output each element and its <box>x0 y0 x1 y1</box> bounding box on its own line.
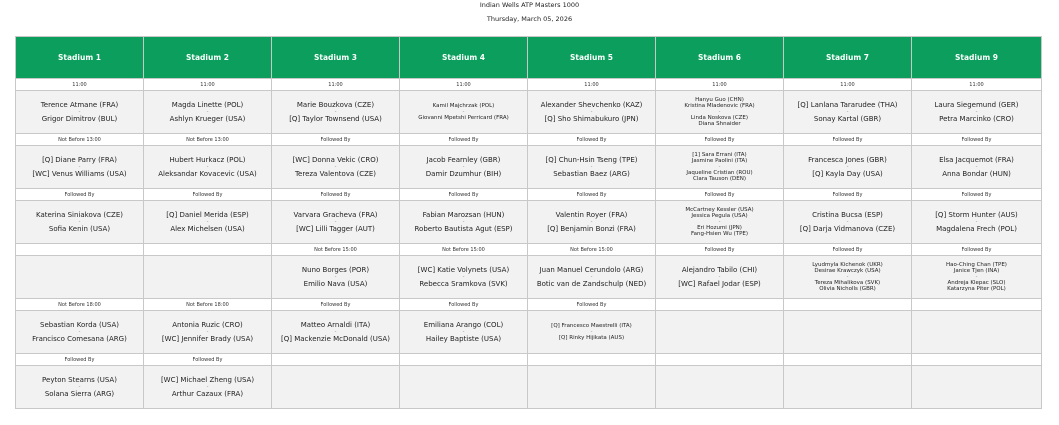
player-name: [Q] Storm Hunter (AUS) <box>935 210 1018 219</box>
time-label <box>400 354 528 366</box>
player-name: Francisco Comesana (ARG) <box>32 334 127 343</box>
time-label: Followed By <box>784 244 912 256</box>
versus-mark: - <box>975 163 978 170</box>
versus-mark: - <box>334 108 337 115</box>
player-name: Ashlyn Krueger (USA) <box>169 114 246 123</box>
match-cell <box>528 201 656 244</box>
time-label: Not Before 15:00 <box>272 244 400 256</box>
player-name: [WC] Venus Williams (USA) <box>32 169 127 178</box>
versus-mark: - <box>975 108 978 115</box>
player-name: Petra Marcinko (CRO) <box>939 114 1014 123</box>
player-name: Fabian Marozsan (HUN) <box>422 210 505 219</box>
player-name: [Q] Mackenzie McDonald (USA) <box>281 334 390 343</box>
time-label <box>16 244 144 256</box>
time-label: Followed By <box>16 189 144 201</box>
player-name: [1] Sara Errani (ITA) <box>692 151 747 158</box>
match-cell <box>528 256 656 299</box>
player-name: Alejandro Tabilo (CHI) <box>681 265 758 274</box>
time-label <box>528 354 656 366</box>
time-label: Followed By <box>528 189 656 201</box>
player-name: Juan Manuel Cerundolo (ARG) <box>539 265 644 274</box>
player-name: [WC] Lilli Tagger (AUT) <box>296 224 375 233</box>
player-name: Desirae Krawczyk (USA) <box>814 268 881 274</box>
time-label: Followed By <box>400 299 528 311</box>
court-header: Stadium 4 <box>400 37 528 79</box>
match-row <box>16 146 1042 189</box>
versus-mark: - <box>590 108 593 115</box>
player-name: [Q] Lanlana Tararudee (THA) <box>797 100 898 109</box>
player-name: Clara Tauson (DEN) <box>692 176 746 182</box>
court-header: Stadium 5 <box>528 37 656 79</box>
court-header: Stadium 6 <box>656 37 784 79</box>
empty-cell <box>528 366 656 409</box>
match-cell <box>656 256 784 299</box>
match-row <box>16 91 1042 134</box>
player-name: Arthur Cazaux (FRA) <box>171 389 244 398</box>
time-label: Followed By <box>144 354 272 366</box>
player-name: [WC] Donna Vekic (CRO) <box>292 155 379 164</box>
time-label: Not Before 13:00 <box>16 134 144 146</box>
player-name: [Q] Francesco Maestrelli (ITA) <box>551 322 632 329</box>
player-name: [WC] Michael Zheng (USA) <box>160 375 255 384</box>
player-name: Hubert Hurkacz (POL) <box>169 155 246 164</box>
player-name: [Q] Rinky Hijikata (AUS) <box>558 334 625 341</box>
match-cell <box>784 146 912 189</box>
player-name: Francesca Jones (GBR) <box>808 155 887 164</box>
versus-mark: - <box>78 163 81 170</box>
time-label: Followed By <box>272 299 400 311</box>
match-cell <box>912 146 1042 189</box>
match-cell <box>912 91 1042 134</box>
match-cell <box>400 91 528 134</box>
player-name: Laura Siegemund (GER) <box>934 100 1019 109</box>
versus-mark: - <box>975 218 978 225</box>
time-label: Not Before 15:00 <box>400 244 528 256</box>
player-name: Emilio Nava (USA) <box>303 279 368 288</box>
empty-cell <box>656 311 784 354</box>
versus-mark: - <box>206 108 209 115</box>
player-name: Olivia Nicholls (GBR) <box>819 286 876 292</box>
time-label: 11:00 <box>912 79 1042 91</box>
time-label: Followed By <box>400 189 528 201</box>
time-label: Not Before 13:00 <box>144 134 272 146</box>
time-label: Followed By <box>528 134 656 146</box>
time-label <box>656 354 784 366</box>
match-cell <box>528 146 656 189</box>
match-cell <box>912 256 1042 299</box>
match-cell <box>272 256 400 299</box>
time-label: 11:00 <box>400 79 528 91</box>
player-name: Alex Michelsen (USA) <box>170 224 245 233</box>
match-cell <box>784 201 912 244</box>
versus-mark: - <box>206 163 209 170</box>
time-label: Followed By <box>656 244 784 256</box>
versus-mark: - <box>590 163 593 170</box>
versus-mark: - <box>590 218 593 225</box>
player-name: [Q] Kayla Day (USA) <box>812 169 883 178</box>
player-name: [Q] Diane Parry (FRA) <box>42 155 117 164</box>
player-name: Botic van de Zandschulp (NED) <box>536 279 647 288</box>
time-label: Followed By <box>272 134 400 146</box>
court-header: Stadium 2 <box>144 37 272 79</box>
court-header-row <box>16 37 1042 79</box>
time-label: 11:00 <box>656 79 784 91</box>
versus-mark: - <box>718 108 721 115</box>
time-label-row <box>16 299 1042 311</box>
empty-cell <box>784 366 912 409</box>
match-cell <box>144 366 272 409</box>
court-header: Stadium 7 <box>784 37 912 79</box>
time-label: Not Before 15:00 <box>528 244 656 256</box>
tournament-title: Indian Wells ATP Masters 1000 <box>479 1 580 9</box>
versus-mark: - <box>846 273 849 280</box>
player-name: Peyton Stearns (USA) <box>42 375 117 384</box>
time-label <box>912 354 1042 366</box>
versus-mark: - <box>846 163 849 170</box>
player-name: Alexander Shevchenko (KAZ) <box>540 100 643 109</box>
time-label: 11:00 <box>144 79 272 91</box>
player-name: [Q] Daniel Merida (ESP) <box>166 210 249 219</box>
time-label <box>912 299 1042 311</box>
match-cell <box>16 91 144 134</box>
time-label-row <box>16 189 1042 201</box>
match-cell <box>144 146 272 189</box>
time-label: Followed By <box>16 354 144 366</box>
court-header: Stadium 9 <box>912 37 1042 79</box>
player-name: Damir Dzumhur (BIH) <box>425 169 502 178</box>
match-cell <box>272 311 400 354</box>
match-cell <box>528 311 656 354</box>
player-name: Sonay Kartal (GBR) <box>813 114 882 123</box>
time-label: 11:00 <box>16 79 144 91</box>
match-cell <box>272 201 400 244</box>
empty-cell <box>16 256 144 299</box>
time-label: 11:00 <box>528 79 656 91</box>
player-name: Eri Hozumi (JPN) <box>697 224 742 231</box>
versus-mark: - <box>78 218 81 225</box>
player-name: Linda Noskova (CZE) <box>690 114 749 121</box>
time-label <box>784 354 912 366</box>
empty-cell <box>784 311 912 354</box>
player-name: [Q] Sho Shimabukuro (JPN) <box>544 114 639 123</box>
empty-cell <box>656 366 784 409</box>
player-name: Solana Sierra (ARG) <box>44 389 115 398</box>
time-label: Not Before 18:00 <box>16 299 144 311</box>
versus-mark: - <box>590 273 593 280</box>
time-label: Followed By <box>784 189 912 201</box>
player-name: Hailey Baptiste (USA) <box>425 334 502 343</box>
time-label: 11:00 <box>784 79 912 91</box>
match-cell <box>784 91 912 134</box>
empty-cell <box>912 311 1042 354</box>
time-label: Followed By <box>272 189 400 201</box>
player-name: Sofia Kenin (USA) <box>48 224 111 233</box>
time-label: Followed By <box>400 134 528 146</box>
match-cell <box>528 91 656 134</box>
versus-mark: - <box>206 383 209 390</box>
time-label: Not Before 18:00 <box>144 299 272 311</box>
match-cell <box>400 256 528 299</box>
player-name: Rebecca Sramkova (SVK) <box>419 279 508 288</box>
player-name: Emiliana Arango (COL) <box>423 320 504 329</box>
player-name: Giovanni Mpetshi Perricard (FRA) <box>418 114 509 121</box>
match-cell <box>400 311 528 354</box>
time-label: Followed By <box>656 189 784 201</box>
player-name: Jacob Fearnley (GBR) <box>426 155 501 164</box>
player-name: McCartney Kessler (USA) <box>685 206 754 213</box>
player-name: Valentin Royer (FRA) <box>555 210 628 219</box>
match-row <box>16 256 1042 299</box>
player-name: Magda Linette (POL) <box>171 100 244 109</box>
match-cell <box>656 91 784 134</box>
player-name: Aleksandar Kovacevic (USA) <box>158 169 257 178</box>
empty-cell <box>144 256 272 299</box>
player-name: Grigor Dimitrov (BUL) <box>41 114 118 123</box>
versus-mark: - <box>334 163 337 170</box>
time-label <box>656 299 784 311</box>
schedule-header <box>0 1 1059 24</box>
player-name: Cristina Bucsa (ESP) <box>812 210 883 219</box>
player-name: Varvara Gracheva (FRA) <box>293 210 378 219</box>
match-row <box>16 201 1042 244</box>
match-cell <box>400 201 528 244</box>
match-cell <box>144 311 272 354</box>
time-label-row <box>16 134 1042 146</box>
versus-mark: - <box>590 328 593 335</box>
schedule-date: Thursday, March 05, 2026 <box>486 15 573 23</box>
match-cell <box>16 366 144 409</box>
match-cell <box>16 311 144 354</box>
player-name: Janice Tjen (INA) <box>953 268 1000 274</box>
player-name: Jessica Pegula (USA) <box>691 213 748 219</box>
player-name: [Q] Chun-Hsin Tseng (TPE) <box>545 155 638 164</box>
court-header: Stadium 1 <box>16 37 144 79</box>
player-name: Lyudmyla Kichenok (UKR) <box>812 261 883 268</box>
match-cell <box>656 201 784 244</box>
versus-mark: - <box>462 108 465 115</box>
time-label-row <box>16 79 1042 91</box>
versus-mark: - <box>462 328 465 335</box>
time-label: Followed By <box>912 134 1042 146</box>
player-name: Sebastian Korda (USA) <box>40 320 119 329</box>
match-cell <box>912 201 1042 244</box>
court-header: Stadium 3 <box>272 37 400 79</box>
player-name: Anna Bondar (HUN) <box>942 169 1011 178</box>
match-cell <box>656 146 784 189</box>
player-name: Jaqueline Cristian (ROU) <box>686 169 753 176</box>
versus-mark: - <box>78 383 81 390</box>
versus-mark: - <box>206 328 209 335</box>
empty-cell <box>400 366 528 409</box>
player-name: Tereza Valentova (CZE) <box>294 169 377 178</box>
versus-mark: - <box>334 328 337 335</box>
player-name: Hao-Ching Chan (TPE) <box>946 261 1007 268</box>
versus-mark: - <box>718 218 721 225</box>
time-label <box>144 244 272 256</box>
player-name: [Q] Darja Vidmanova (CZE) <box>799 224 896 233</box>
versus-mark: - <box>78 108 81 115</box>
versus-mark: - <box>334 218 337 225</box>
time-label-row <box>16 244 1042 256</box>
time-label-row <box>16 354 1042 366</box>
player-name: Antonia Ruzic (CRO) <box>172 320 243 329</box>
versus-mark: - <box>334 273 337 280</box>
match-cell <box>144 201 272 244</box>
player-name: Fang-Hsien Wu (TPE) <box>690 231 749 237</box>
player-name: Diana Shnaider <box>698 121 741 127</box>
versus-mark: - <box>846 108 849 115</box>
player-name: [WC] Katie Volynets (USA) <box>417 265 510 274</box>
time-label: Followed By <box>784 134 912 146</box>
versus-mark: - <box>718 163 721 170</box>
player-name: Jasmine Paolini (ITA) <box>691 158 748 164</box>
time-label <box>784 299 912 311</box>
versus-mark: - <box>975 273 978 280</box>
time-label: Followed By <box>912 189 1042 201</box>
match-cell <box>272 146 400 189</box>
player-name: Katarzyna Piter (POL) <box>947 286 1006 292</box>
player-name: Elsa Jacquemot (FRA) <box>939 155 1014 164</box>
versus-mark: - <box>206 218 209 225</box>
player-name: [Q] Benjamin Bonzi (FRA) <box>547 224 636 233</box>
versus-mark: - <box>462 163 465 170</box>
player-name: Kristina Mladenovic (FRA) <box>684 103 755 109</box>
time-label: Followed By <box>528 299 656 311</box>
match-cell <box>272 91 400 134</box>
match-cell <box>784 256 912 299</box>
time-label: 11:00 <box>272 79 400 91</box>
player-name: [WC] Rafael Jodar (ESP) <box>678 279 761 288</box>
empty-cell <box>912 366 1042 409</box>
player-name: Marie Bouzkova (CZE) <box>296 100 375 109</box>
match-cell <box>16 146 144 189</box>
time-label: Followed By <box>144 189 272 201</box>
player-name: Sebastian Baez (ARG) <box>553 169 630 178</box>
player-name: Katerina Siniakova (CZE) <box>36 210 123 219</box>
empty-cell <box>272 366 400 409</box>
match-cell <box>400 146 528 189</box>
match-cell <box>144 91 272 134</box>
time-label: Followed By <box>656 134 784 146</box>
player-name: Terence Atmane (FRA) <box>40 100 119 109</box>
player-name: Roberto Bautista Agut (ESP) <box>414 224 513 233</box>
player-name: [Q] Taylor Townsend (USA) <box>289 114 382 123</box>
match-row <box>16 311 1042 354</box>
versus-mark: - <box>718 273 721 280</box>
player-name: Nuno Borges (POR) <box>301 265 370 274</box>
order-of-play-table <box>15 36 1042 409</box>
versus-mark: - <box>846 218 849 225</box>
player-name: Kamil Majchrzak (POL) <box>432 102 495 109</box>
match-row <box>16 366 1042 409</box>
match-cell <box>16 201 144 244</box>
player-name: Hanyu Guo (CHN) <box>695 96 744 103</box>
time-label: Followed By <box>912 244 1042 256</box>
player-name: Magdalena Frech (POL) <box>936 224 1017 233</box>
player-name: Tereza Mihalikova (SVK) <box>814 279 881 286</box>
versus-mark: - <box>462 273 465 280</box>
time-label <box>272 354 400 366</box>
player-name: Matteo Arnaldi (ITA) <box>300 320 371 329</box>
versus-mark: - <box>462 218 465 225</box>
player-name: [WC] Jennifer Brady (USA) <box>161 334 254 343</box>
player-name: Andreja Klepac (SLO) <box>947 279 1006 286</box>
versus-mark: - <box>78 328 81 335</box>
